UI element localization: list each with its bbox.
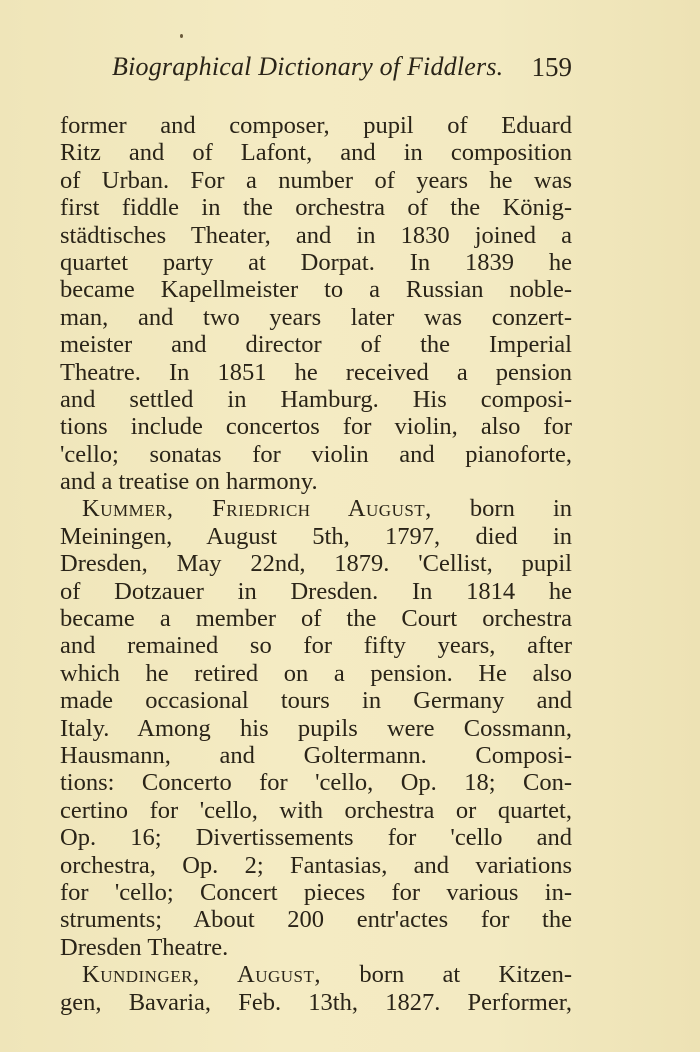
entry-name: Kummer, Friedrich August, bbox=[82, 495, 432, 523]
text-line: and settled in Hamburg. His composi- bbox=[60, 385, 572, 413]
text-line: former and composer, pupil of Eduard bbox=[60, 112, 572, 139]
text-line: became a member of the Court orchestra bbox=[60, 605, 572, 633]
text-line: Ritz and of Lafont, and in composition bbox=[60, 139, 572, 167]
text-line: Dresden, May 22nd, 1879. 'Cellist, pupil bbox=[60, 550, 572, 578]
text-line: Hausmann, and Goltermann. Composi- bbox=[60, 741, 572, 769]
text-line: struments; About 200 entr'actes for the bbox=[60, 906, 572, 934]
text-line: which he retired on a pension. He also bbox=[60, 659, 572, 687]
text-line: first fiddle in the orchestra of the König- bbox=[60, 194, 572, 222]
text-line: tions include concertos for violin, also for bbox=[60, 413, 572, 441]
text-line: gen, Bavaria, Feb. 13th, 1827. Performer, bbox=[60, 988, 572, 1016]
text-line: and a treatise on harmony. bbox=[60, 468, 318, 496]
entry-name: Kundinger, August, bbox=[82, 961, 322, 989]
text-line: and remained so for fifty years, after bbox=[60, 632, 572, 660]
text-line: Dresden Theatre. bbox=[60, 933, 229, 961]
text-line: of Urban. For a number of years he was bbox=[60, 166, 572, 194]
entry-heading-rest: born in bbox=[431, 495, 572, 523]
entry-kummer bbox=[60, 495, 572, 961]
text-line: man, and two years later was conzert- bbox=[60, 303, 572, 331]
running-title: Biographical Dictionary of Fiddlers. bbox=[112, 52, 504, 81]
text-line: Italy. Among his pupils were Cossmann, bbox=[60, 714, 572, 742]
text-line: for 'cello; Concert pieces for various in- bbox=[60, 878, 572, 906]
ink-speck bbox=[180, 34, 183, 38]
text-line: meister and director of the Imperial bbox=[60, 331, 572, 359]
entry-heading-line bbox=[60, 495, 572, 522]
entry-kundinger bbox=[60, 961, 572, 1016]
text-line: of Dotzauer in Dresden. In 1814 he bbox=[60, 577, 572, 605]
entry-heading-line bbox=[60, 961, 572, 988]
text-line: städtisches Theater, and in 1830 joined a bbox=[60, 221, 572, 249]
text-line: Op. 16; Divertissements for 'cello and bbox=[60, 824, 572, 852]
text-line: orchestra, Op. 2; Fantasias, and variations bbox=[60, 851, 572, 879]
body-text bbox=[60, 112, 572, 1016]
page-header bbox=[112, 52, 572, 92]
text-line: quartet party at Dorpat. In 1839 he bbox=[60, 248, 572, 276]
paragraph-continuation bbox=[60, 112, 572, 495]
text-line: Theatre. In 1851 he received a pension bbox=[60, 358, 572, 386]
text-line: 'cello; sonatas for violin and pianoforte, bbox=[60, 440, 572, 468]
text-line: became Kapellmeister to a Russian noble- bbox=[60, 276, 572, 304]
text-line: tions: Concerto for 'cello, Op. 18; Con- bbox=[60, 769, 572, 797]
text-line: Meiningen, August 5th, 1797, died in bbox=[60, 522, 572, 550]
text-line: certino for 'cello, with orchestra or quartet, bbox=[60, 796, 572, 824]
text-line: made occasional tours in Germany and bbox=[60, 687, 572, 715]
page-number: 159 bbox=[531, 52, 572, 82]
entry-heading-rest: born at Kitzen- bbox=[321, 961, 572, 989]
